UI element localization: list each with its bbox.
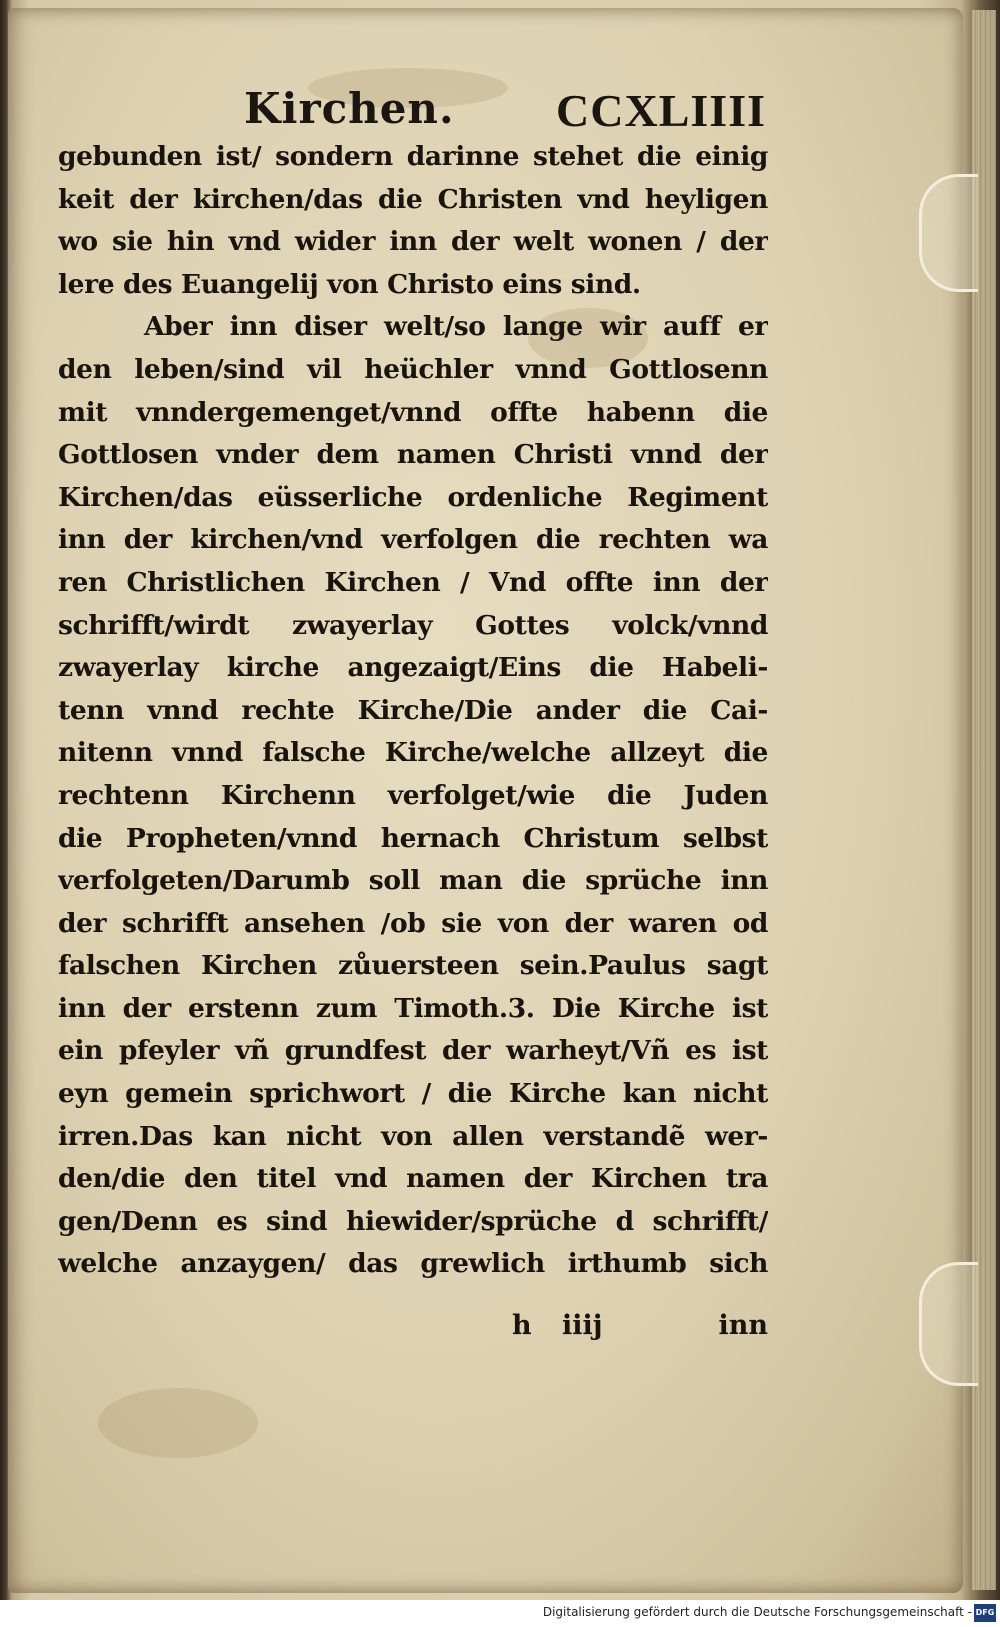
text-line: gebunden ist/ sondern darinne stehet die einig (58, 141, 768, 172)
text-line: Kirchen/das eüsserliche ordenliche Regiment (58, 481, 768, 513)
text-line: gen/Denn es sind hiewider/sprüche d schrifft/ (58, 1205, 768, 1237)
text-line: keit der kirchen/das die Christen vnd heyligen (58, 183, 768, 215)
text-line: nitenn vnnd falsche Kirche/welche allzeyt die (58, 737, 768, 769)
text-line: die Propheten/vnnd hernach Christum selbst (58, 822, 768, 854)
page-tab-marker (919, 1262, 978, 1386)
digitization-credit: Digitalisierung gefördert durch die Deutsche Forschungsgemeinschaft - (542, 1605, 972, 1619)
text-line: ein pfeyler vñ grundfest der warheyt/Vñ es ist (58, 1035, 768, 1067)
dfg-logo: DFG (974, 1604, 996, 1622)
text-line: eyn gemein sprichwort / die Kirche kan nicht (58, 1078, 768, 1110)
text-line: inn der erstenn zum Timoth.3. Die Kirche ist (58, 992, 768, 1024)
text-line: inn der kirchen/vnd verfolgen die rechten wa (58, 524, 768, 556)
paper-stain (98, 1388, 258, 1458)
text-line: den leben/sind vil heüchler vnnd Gottlosenn (58, 353, 768, 385)
text-line: schrifft/wirdt zwayerlay Gottes volck/vnnd (58, 609, 768, 641)
credit-bar (0, 1600, 1000, 1627)
text-line: rechtenn Kirchenn verfolget/wie die Juden (58, 779, 768, 811)
text-line: irren.Das kan nicht von allen verstandẽ wer- (58, 1120, 768, 1152)
text-line: lere des Euangelij von Christo eins sind. (58, 268, 641, 300)
text-line: zwayerlay kirche angezaigt/Eins die Habeli- (58, 652, 768, 684)
leaf-number: iiij (562, 1310, 603, 1341)
text-line: der schrifft ansehen /ob sie von der waren od (58, 907, 768, 939)
text-line: welche anzaygen/ das grewlich irthumb sich (58, 1248, 768, 1280)
text-line: Aber inn diser welt/so lange wir auff er (144, 311, 768, 343)
text-line: tenn vnnd rechte Kirche/Die ander die Cai- (58, 694, 768, 726)
running-head: Kirchen. (244, 84, 455, 133)
page-tab-marker (919, 174, 978, 292)
signature-mark: h (512, 1310, 532, 1341)
text-line: Gottlosen vnder dem namen Christi vnnd der (58, 439, 768, 471)
page-footer-line (500, 1310, 768, 1354)
text-line: den/die den titel vnd namen der Kirchen tra (58, 1163, 768, 1195)
text-block (58, 136, 768, 1286)
text-line: wo sie hin vnd wider inn der welt wonen / der (58, 226, 768, 258)
text-line: mit vnndergemenget/vnnd offte habenn die (58, 396, 768, 428)
text-line: verfolgeten/Darumb soll man die sprüche inn (58, 865, 768, 897)
text-line: falschen Kirchen zůuersteen sein.Paulus sagt (58, 950, 768, 982)
catchword: inn (718, 1310, 768, 1341)
page-heading (244, 84, 766, 144)
folio-number: CCXLIIII (556, 85, 766, 136)
text-line: ren Christlichen Kirchen / Vnd offte inn der (58, 566, 768, 598)
